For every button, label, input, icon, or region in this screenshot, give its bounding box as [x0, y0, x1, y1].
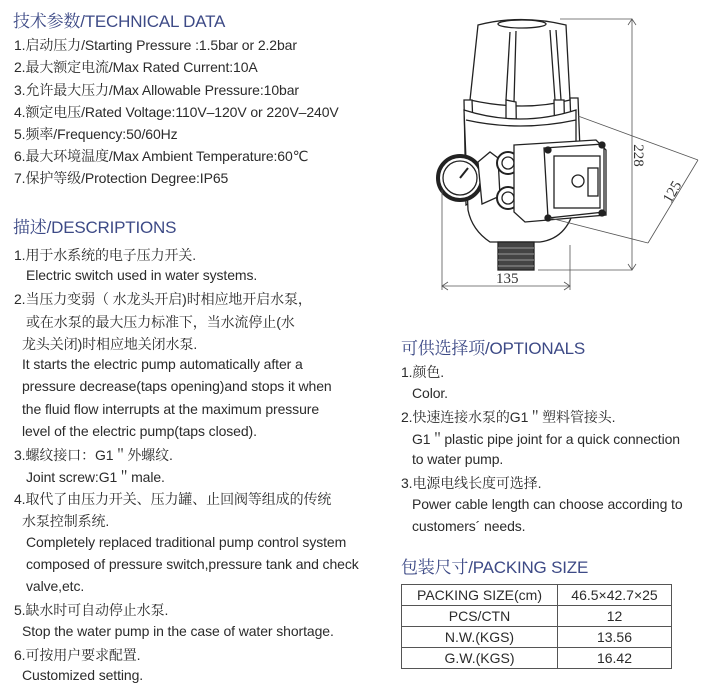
optional-line: Color.	[412, 385, 448, 401]
table-row	[402, 627, 672, 648]
optional-line: 2.快速连接水泵的G1＂塑料管接头.	[401, 409, 616, 425]
optional-line: 1.颜色.	[401, 364, 445, 380]
desc-line: 龙头关闭)时相应地关闭水泵.	[22, 336, 198, 352]
desc-line: 水泵控制系统.	[22, 513, 110, 529]
packing-label: G.W.(KGS)	[402, 648, 558, 669]
desc-line: 或在水泵的最大压力标准下，当水流停止(水	[26, 314, 295, 330]
tech-item: 7.保护等级/Protection Degree:IP65	[14, 170, 229, 186]
pressure-switch-drawing	[420, 0, 707, 300]
optional-line: Power cable length can choose according to	[412, 496, 683, 512]
tech-item: 3.允许最大压力/Max Allowable Pressure:10bar	[14, 82, 299, 98]
packing-size-heading: 包装尺寸/PACKING SIZE	[401, 558, 589, 577]
optional-line: to water pump.	[412, 451, 504, 467]
packing-value: 46.5×42.7×25	[558, 585, 672, 606]
optional-line: 3.电源电线长度可选择.	[401, 475, 542, 491]
desc-line: level of the electric pump(taps closed).	[22, 423, 257, 439]
desc-line: pressure decrease(taps opening)and stops it when	[22, 378, 332, 394]
packing-value: 12	[558, 606, 672, 627]
desc-line: 4.取代了由压力开关、压力罐、止回阀等组成的传统	[14, 491, 332, 507]
packing-label: N.W.(KGS)	[402, 627, 558, 648]
optionals-heading: 可供选择项/OPTIONALS	[401, 339, 586, 358]
technical-data-heading: 技术参数/TECHNICAL DATA	[13, 12, 226, 31]
desc-line: 6.可按用户要求配置.	[14, 647, 141, 663]
dimension-height-label: 228	[629, 144, 646, 167]
packing-value: 16.42	[558, 648, 672, 669]
desc-line: Stop the water pump in the case of water shortage.	[22, 623, 334, 639]
packing-label: PACKING SIZE(cm)	[402, 585, 558, 606]
tech-item: 4.额定电压/Rated Voltage:110V–120V or 220V–240V	[14, 104, 339, 120]
desc-line: It starts the electric pump automatically after a	[22, 356, 303, 372]
desc-line: valve,etc.	[26, 578, 85, 594]
descriptions-heading: 描述/DESCRIPTIONS	[13, 218, 177, 237]
optional-line: G1＂plastic pipe joint for a quick connection	[412, 431, 680, 447]
optional-line: customers´ needs.	[412, 518, 526, 534]
packing-label: PCS/CTN	[402, 606, 558, 627]
table-row	[402, 648, 672, 669]
dimension-depth-label: 125	[660, 178, 686, 206]
desc-line: Electric switch used in water systems.	[26, 267, 258, 283]
table-row	[402, 606, 672, 627]
packing-table	[401, 584, 672, 669]
desc-line: composed of pressure switch,pressure tank and check	[26, 556, 359, 572]
desc-line: Completely replaced traditional pump control system	[26, 534, 347, 550]
dimension-width-label: 135	[496, 271, 519, 287]
desc-line: 3.螺纹接口：G1＂外螺纹.	[14, 447, 173, 463]
tech-item: 5.频率/Frequency:50/60Hz	[14, 126, 178, 142]
desc-line: Joint screw:G1＂male.	[26, 469, 165, 485]
desc-line: 5.缺水时可自动停止水泵.	[14, 602, 169, 618]
tech-item: 2.最大额定电流/Max Rated Current:10A	[14, 59, 258, 75]
desc-line: 1.用于水系统的电子压力开关.	[14, 247, 197, 263]
desc-line: the fluid flow interrupts at the maximum pressure	[22, 401, 320, 417]
packing-value: 13.56	[558, 627, 672, 648]
tech-item: 1.启动压力/Starting Pressure :1.5bar or 2.2bar	[14, 37, 297, 53]
table-row	[402, 585, 672, 606]
desc-line: Customized setting.	[22, 667, 144, 683]
desc-line: 2.当压力变弱（ 水龙头开启)时相应地开启水泵，	[14, 291, 312, 307]
tech-item: 6.最大环境温度/Max Ambient Temperature:60℃	[14, 148, 309, 164]
